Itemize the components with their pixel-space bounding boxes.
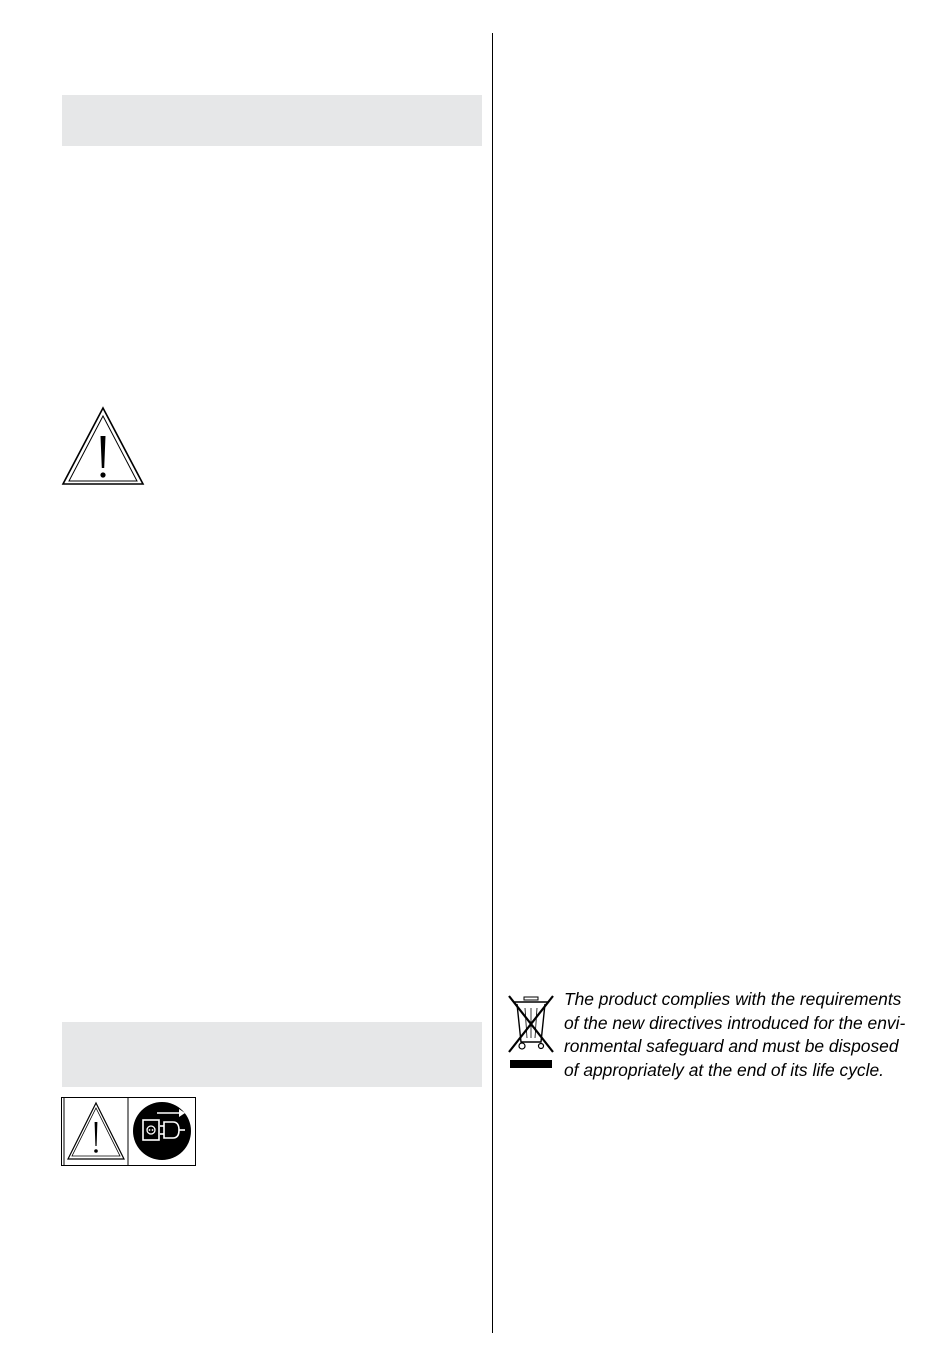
section-header-band-bottom [62, 1022, 482, 1087]
crossed-out-wheelie-bin-icon [506, 994, 556, 1070]
disposal-notice-line: ronmental safeguard and must be disposed [564, 1036, 899, 1056]
section-header-band-top [62, 95, 482, 146]
environmental-disposal-notice [564, 988, 936, 1082]
warning-triangle-icon [61, 406, 145, 486]
disposal-notice-line: of the new directives introduced for the envi- [564, 1012, 906, 1033]
unplug-power-icon [61, 1097, 196, 1166]
disposal-notice-line: of appropriately at the end of its life cycle. [564, 1059, 884, 1080]
column-divider [492, 33, 493, 1333]
disposal-notice-line: The product complies with the requirements [564, 989, 902, 1009]
